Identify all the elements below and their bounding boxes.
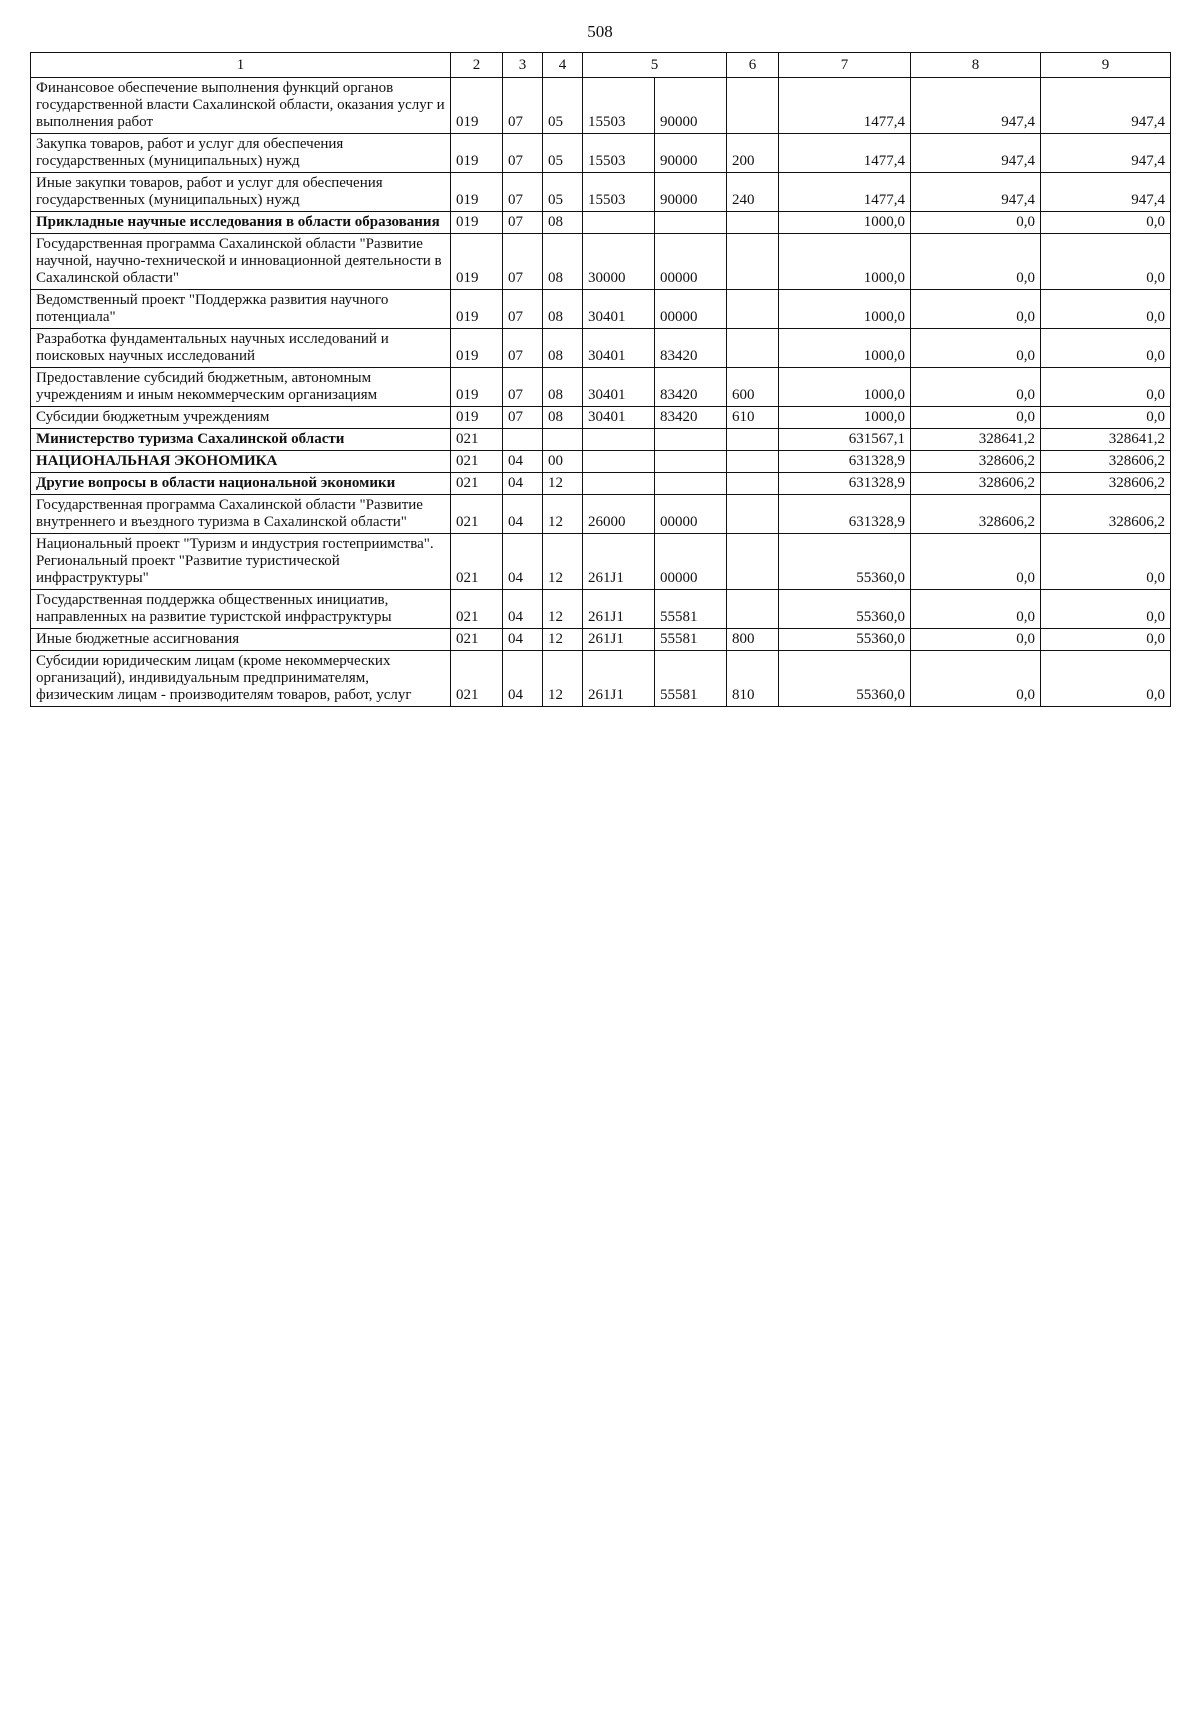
row-name: Закупка товаров, работ и услуг для обеспечения государственных (муниципальных) нужд [31,134,451,173]
cell-col-3: 07 [503,368,543,407]
cell-col-5-part-2 [655,473,727,495]
cell-col-5-part-1: 261J1 [583,629,655,651]
cell-col-4 [543,429,583,451]
cell-col-6 [727,473,779,495]
cell-col-5-part-1: 15503 [583,173,655,212]
row-name: Предоставление субсидий бюджетным, автономным учреждениям и иным некоммерческим организациям [31,368,451,407]
cell-col-2: 019 [451,173,503,212]
row-name: Иные бюджетные ассигнования [31,629,451,651]
table-row [31,212,1171,234]
cell-col-6 [727,78,779,134]
cell-col-9: 0,0 [1041,368,1171,407]
cell-col-9: 0,0 [1041,534,1171,590]
cell-col-9: 0,0 [1041,329,1171,368]
table-row [31,234,1171,290]
column-header-2: 2 [451,53,503,78]
cell-col-5-part-2 [655,212,727,234]
cell-col-7: 1000,0 [779,368,911,407]
table-row [31,368,1171,407]
row-name: Ведомственный проект "Поддержка развития научного потенциала" [31,290,451,329]
column-header-6: 6 [727,53,779,78]
cell-col-9: 328606,2 [1041,473,1171,495]
row-name: Иные закупки товаров, работ и услуг для обеспечения государственных (муниципальных) нужд [31,173,451,212]
cell-col-4: 00 [543,451,583,473]
cell-col-5-part-2: 00000 [655,234,727,290]
cell-col-2: 019 [451,134,503,173]
cell-col-5-part-1: 261J1 [583,534,655,590]
cell-col-7: 1000,0 [779,407,911,429]
cell-col-5-part-2: 00000 [655,495,727,534]
column-header-8: 8 [911,53,1041,78]
cell-col-7: 1000,0 [779,234,911,290]
cell-col-5-part-2: 83420 [655,368,727,407]
cell-col-5-part-2: 00000 [655,534,727,590]
row-name: Государственная программа Сахалинской области "Развитие научной, научно-технической и инновационной деятельности в Сахалинской области" [31,234,451,290]
column-header-1: 1 [31,53,451,78]
cell-col-8: 0,0 [911,590,1041,629]
cell-col-5-part-2: 55581 [655,629,727,651]
cell-col-4: 12 [543,590,583,629]
cell-col-8: 328606,2 [911,473,1041,495]
cell-col-8: 0,0 [911,290,1041,329]
cell-col-6 [727,495,779,534]
cell-col-8: 0,0 [911,651,1041,707]
cell-col-3: 04 [503,534,543,590]
cell-col-8: 0,0 [911,534,1041,590]
cell-col-7: 1477,4 [779,173,911,212]
cell-col-5-part-1: 261J1 [583,651,655,707]
cell-col-8: 947,4 [911,134,1041,173]
cell-col-7: 631567,1 [779,429,911,451]
table-row [31,407,1171,429]
cell-col-3: 07 [503,173,543,212]
cell-col-6 [727,329,779,368]
cell-col-6 [727,212,779,234]
cell-col-2: 021 [451,495,503,534]
cell-col-2: 021 [451,473,503,495]
cell-col-5-part-1: 30000 [583,234,655,290]
cell-col-9: 0,0 [1041,407,1171,429]
table-row [31,329,1171,368]
cell-col-4: 08 [543,329,583,368]
cell-col-5-part-1: 261J1 [583,590,655,629]
cell-col-6 [727,429,779,451]
cell-col-4: 08 [543,407,583,429]
cell-col-4: 05 [543,78,583,134]
row-name: Финансовое обеспечение выполнения функций органов государственной власти Сахалинской области, оказания услуг и выполнения работ [31,78,451,134]
cell-col-5-part-1 [583,473,655,495]
cell-col-3: 07 [503,134,543,173]
cell-col-5-part-2: 90000 [655,173,727,212]
cell-col-7: 631328,9 [779,473,911,495]
cell-col-9: 328641,2 [1041,429,1171,451]
cell-col-2: 021 [451,429,503,451]
cell-col-8: 0,0 [911,329,1041,368]
cell-col-3: 07 [503,290,543,329]
cell-col-9: 947,4 [1041,78,1171,134]
table-row [31,78,1171,134]
row-name: Государственная поддержка общественных инициатив, направленных на развитие туристской инфраструктуры [31,590,451,629]
cell-col-2: 019 [451,212,503,234]
cell-col-9: 328606,2 [1041,495,1171,534]
cell-col-5-part-2: 83420 [655,407,727,429]
cell-col-5-part-2: 55581 [655,651,727,707]
cell-col-2: 019 [451,290,503,329]
cell-col-5-part-1: 30401 [583,329,655,368]
cell-col-3: 04 [503,451,543,473]
cell-col-6: 200 [727,134,779,173]
row-name: Государственная программа Сахалинской области "Развитие внутреннего и въездного туризма в Сахалинской области" [31,495,451,534]
cell-col-4: 12 [543,473,583,495]
cell-col-4: 08 [543,234,583,290]
cell-col-7: 1000,0 [779,212,911,234]
cell-col-7: 1000,0 [779,329,911,368]
row-name: Национальный проект "Туризм и индустрия гостеприимства". Региональный проект "Развитие туристической инфраструктуры" [31,534,451,590]
row-name: Другие вопросы в области национальной экономики [31,473,451,495]
cell-col-7: 631328,9 [779,495,911,534]
row-name: НАЦИОНАЛЬНАЯ ЭКОНОМИКА [31,451,451,473]
cell-col-5-part-1: 15503 [583,134,655,173]
cell-col-4: 05 [543,173,583,212]
cell-col-7: 1477,4 [779,134,911,173]
table-row [31,134,1171,173]
table-row [31,451,1171,473]
cell-col-8: 0,0 [911,212,1041,234]
table-row [31,173,1171,212]
cell-col-6 [727,534,779,590]
cell-col-7: 55360,0 [779,651,911,707]
cell-col-5-part-1 [583,451,655,473]
cell-col-9: 0,0 [1041,651,1171,707]
cell-col-8: 0,0 [911,407,1041,429]
cell-col-3: 04 [503,651,543,707]
cell-col-8: 328606,2 [911,451,1041,473]
cell-col-7: 1000,0 [779,290,911,329]
cell-col-7: 631328,9 [779,451,911,473]
cell-col-3 [503,429,543,451]
cell-col-5-part-2: 90000 [655,78,727,134]
cell-col-9: 947,4 [1041,173,1171,212]
cell-col-2: 019 [451,234,503,290]
cell-col-5-part-1 [583,212,655,234]
cell-col-8: 947,4 [911,173,1041,212]
cell-col-3: 04 [503,473,543,495]
cell-col-2: 021 [451,590,503,629]
cell-col-3: 07 [503,78,543,134]
cell-col-4: 12 [543,629,583,651]
cell-col-5-part-1: 26000 [583,495,655,534]
cell-col-6: 810 [727,651,779,707]
table-row [31,473,1171,495]
cell-col-2: 019 [451,407,503,429]
column-header-3: 3 [503,53,543,78]
column-header-7: 7 [779,53,911,78]
cell-col-4: 08 [543,212,583,234]
cell-col-5-part-1: 30401 [583,407,655,429]
cell-col-2: 021 [451,451,503,473]
cell-col-4: 12 [543,651,583,707]
table-row [31,290,1171,329]
table-row [31,590,1171,629]
cell-col-7: 55360,0 [779,534,911,590]
cell-col-3: 07 [503,234,543,290]
cell-col-6 [727,290,779,329]
column-header-5: 5 [583,53,727,78]
cell-col-9: 0,0 [1041,590,1171,629]
cell-col-6: 610 [727,407,779,429]
cell-col-7: 55360,0 [779,629,911,651]
row-name: Субсидии юридическим лицам (кроме некоммерческих организаций), индивидуальным предпринимателям, физическим лицам - производителям товаров, работ, услуг [31,651,451,707]
cell-col-3: 04 [503,590,543,629]
table-row [31,534,1171,590]
cell-col-8: 947,4 [911,78,1041,134]
row-name: Субсидии бюджетным учреждениям [31,407,451,429]
cell-col-3: 07 [503,407,543,429]
cell-col-9: 0,0 [1041,629,1171,651]
cell-col-2: 021 [451,629,503,651]
cell-col-6: 240 [727,173,779,212]
cell-col-8: 0,0 [911,629,1041,651]
header-row [31,53,1171,78]
cell-col-2: 019 [451,368,503,407]
cell-col-2: 019 [451,329,503,368]
column-header-9: 9 [1041,53,1171,78]
cell-col-5-part-1: 30401 [583,368,655,407]
cell-col-9: 328606,2 [1041,451,1171,473]
cell-col-3: 07 [503,329,543,368]
cell-col-6: 800 [727,629,779,651]
cell-col-4: 05 [543,134,583,173]
cell-col-5-part-2: 83420 [655,329,727,368]
cell-col-5-part-2 [655,451,727,473]
cell-col-2: 021 [451,534,503,590]
row-name: Прикладные научные исследования в области образования [31,212,451,234]
cell-col-5-part-2 [655,429,727,451]
page-number: 508 [587,22,613,41]
cell-col-9: 0,0 [1041,212,1171,234]
cell-col-5-part-1: 30401 [583,290,655,329]
cell-col-8: 0,0 [911,368,1041,407]
cell-col-5-part-2: 55581 [655,590,727,629]
table-row [31,429,1171,451]
table-body [31,78,1171,707]
cell-col-9: 0,0 [1041,234,1171,290]
row-name: Разработка фундаментальных научных исследований и поисковых научных исследований [31,329,451,368]
cell-col-8: 0,0 [911,234,1041,290]
cell-col-5-part-1: 15503 [583,78,655,134]
table-row [31,651,1171,707]
cell-col-4: 08 [543,368,583,407]
cell-col-6 [727,451,779,473]
cell-col-5-part-2: 90000 [655,134,727,173]
cell-col-6 [727,234,779,290]
cell-col-3: 04 [503,495,543,534]
cell-col-2: 021 [451,651,503,707]
cell-col-4: 08 [543,290,583,329]
row-name: Министерство туризма Сахалинской области [31,429,451,451]
cell-col-3: 04 [503,629,543,651]
cell-col-7: 1477,4 [779,78,911,134]
table-row [31,629,1171,651]
cell-col-9: 947,4 [1041,134,1171,173]
cell-col-6: 600 [727,368,779,407]
cell-col-5-part-2: 00000 [655,290,727,329]
cell-col-5-part-1 [583,429,655,451]
cell-col-4: 12 [543,495,583,534]
cell-col-6 [727,590,779,629]
column-header-4: 4 [543,53,583,78]
table-row [31,495,1171,534]
cell-col-4: 12 [543,534,583,590]
budget-table [30,52,1171,707]
cell-col-7: 55360,0 [779,590,911,629]
cell-col-8: 328606,2 [911,495,1041,534]
cell-col-9: 0,0 [1041,290,1171,329]
cell-col-2: 019 [451,78,503,134]
cell-col-3: 07 [503,212,543,234]
cell-col-8: 328641,2 [911,429,1041,451]
